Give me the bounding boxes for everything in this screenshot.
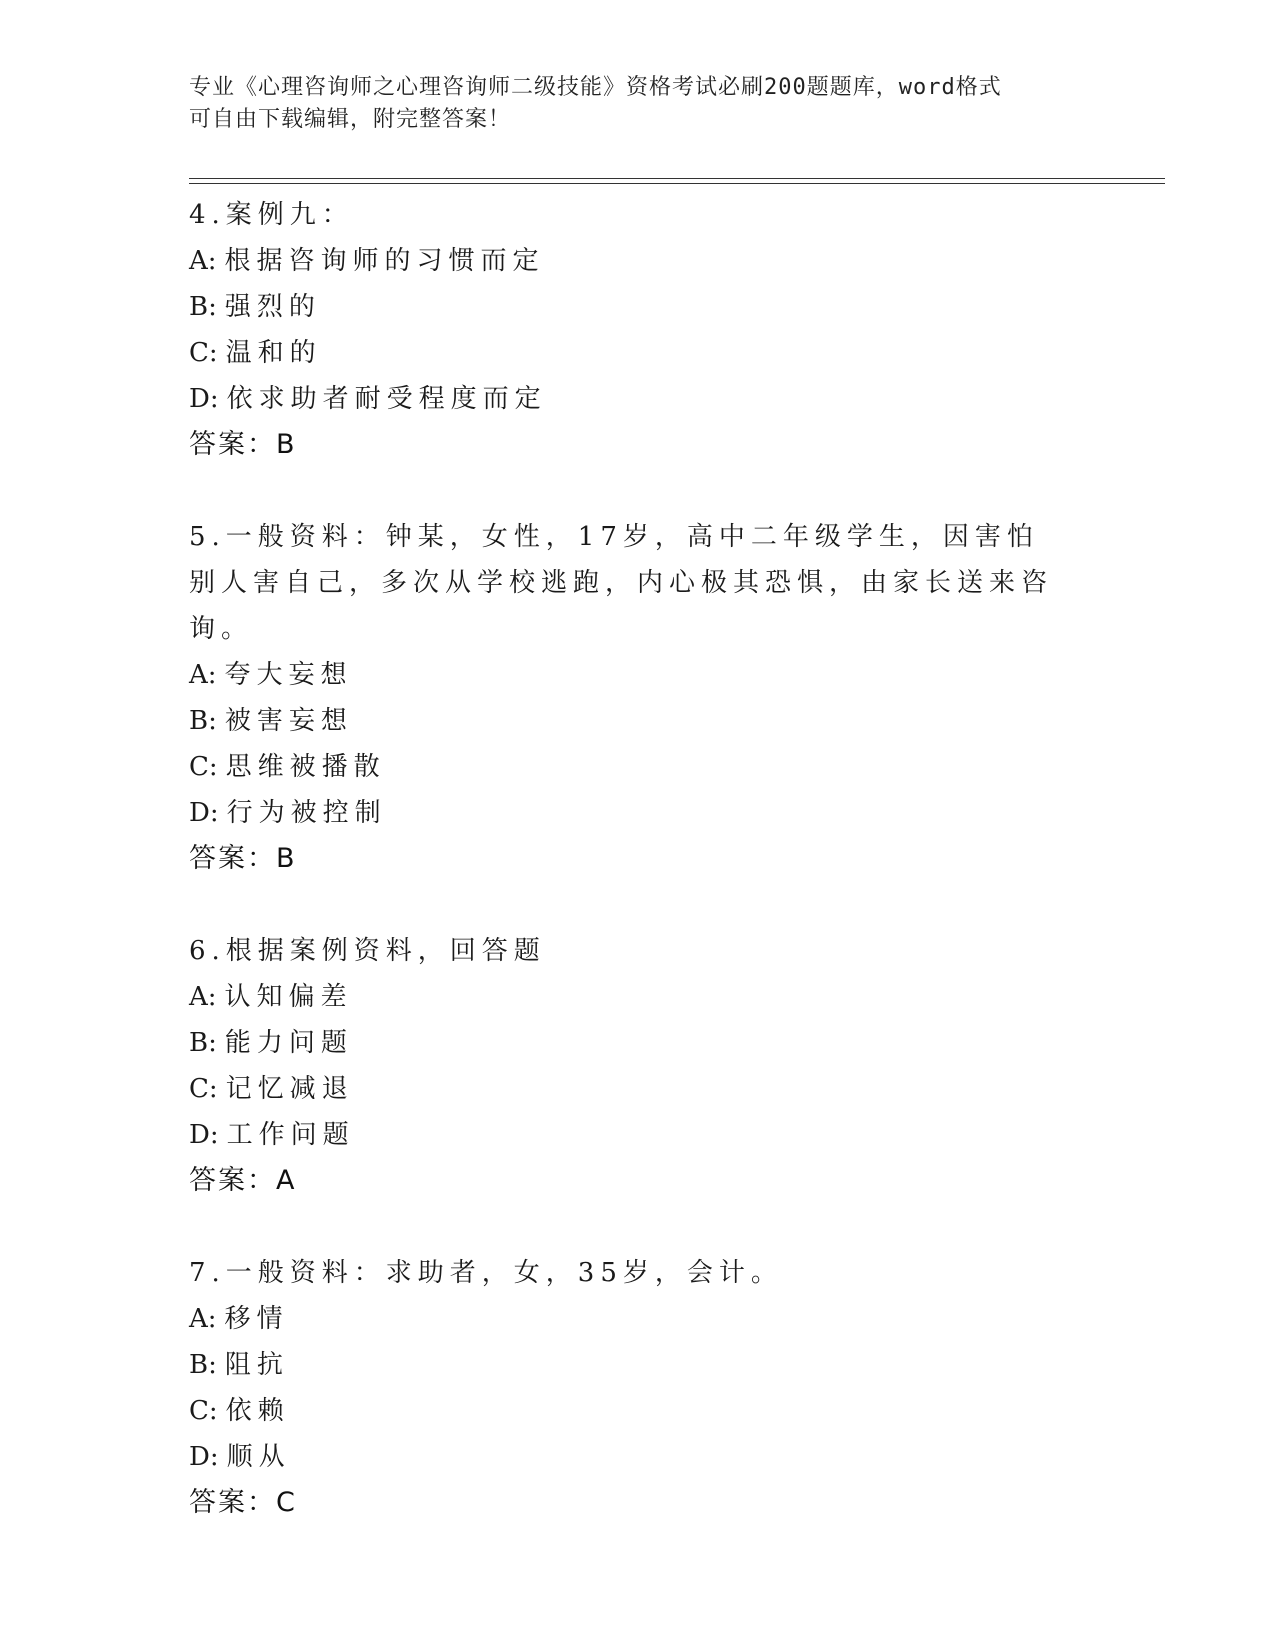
option-letter: C:	[189, 752, 218, 782]
option-text: 强烈的	[224, 292, 321, 322]
header-line-2: 可自由下载编辑，附完整答案！	[189, 107, 512, 132]
option-d	[189, 790, 1149, 836]
answer-line: 答案：C	[189, 1487, 297, 1518]
option-b	[189, 1342, 1149, 1388]
option-a	[189, 652, 1149, 698]
option-a	[189, 1296, 1149, 1342]
question-stem: 6.根据案例资料，回答题	[189, 936, 546, 966]
option-text: 夸大妄想	[224, 660, 353, 690]
option-text: 被害妄想	[224, 706, 353, 736]
option-text: 温和的	[225, 338, 322, 368]
option-a	[189, 238, 1149, 284]
document-header	[189, 72, 1089, 136]
option-letter: A:	[189, 246, 217, 276]
option-letter: B:	[189, 1350, 217, 1380]
option-letter: C:	[189, 1074, 218, 1104]
answer-line: 答案：A	[189, 1165, 297, 1196]
option-c	[189, 744, 1149, 790]
option-d	[189, 376, 1149, 422]
option-c	[189, 330, 1149, 376]
option-d	[189, 1112, 1149, 1158]
header-divider-top	[189, 178, 1165, 179]
option-text: 根据咨询师的习惯而定	[224, 246, 545, 276]
question-item	[189, 192, 1149, 468]
option-letter: D:	[189, 384, 219, 414]
option-text: 思维被播散	[225, 752, 386, 782]
option-text: 移情	[224, 1304, 289, 1334]
answer-line: 答案：B	[189, 429, 297, 460]
option-letter: D:	[189, 1120, 219, 1150]
option-text: 能力问题	[224, 1028, 353, 1058]
question-stem: 4.案例九：	[189, 200, 354, 230]
header-line-1: 专业《心理咨询师之心理咨询师二级技能》资格考试必刷200题题库，word格式	[189, 75, 1002, 100]
option-c	[189, 1066, 1149, 1112]
option-text: 顺从	[226, 1442, 291, 1472]
option-text: 认知偏差	[224, 982, 353, 1012]
option-letter: D:	[189, 798, 219, 828]
option-b	[189, 1020, 1149, 1066]
option-c	[189, 1388, 1149, 1434]
option-text: 依求助者耐受程度而定	[226, 384, 547, 414]
answer-line: 答案：B	[189, 843, 297, 874]
option-letter: C:	[189, 338, 218, 368]
option-letter: B:	[189, 1028, 217, 1058]
question-item	[189, 1250, 1149, 1526]
option-text: 行为被控制	[226, 798, 387, 828]
option-letter: B:	[189, 706, 217, 736]
question-item	[189, 514, 1149, 882]
option-a	[189, 974, 1149, 1020]
option-text: 依赖	[225, 1396, 290, 1426]
question-list	[189, 192, 1149, 1572]
question-stem: 5.一般资料：钟某，女性，17岁，高中二年级学生，因害怕别人害自己，多次从学校逃跑，内心极其恐惧，由家长送来咨询。	[189, 522, 1054, 644]
option-b	[189, 284, 1149, 330]
option-d	[189, 1434, 1149, 1480]
question-stem: 7.一般资料：求助者，女，35岁，会计。	[189, 1258, 783, 1288]
option-letter: C:	[189, 1396, 218, 1426]
option-letter: A:	[189, 1304, 217, 1334]
option-b	[189, 698, 1149, 744]
option-letter: D:	[189, 1442, 219, 1472]
option-text: 记忆减退	[225, 1074, 354, 1104]
option-letter: B:	[189, 292, 217, 322]
option-text: 阻抗	[224, 1350, 289, 1380]
question-item	[189, 928, 1149, 1204]
option-letter: A:	[189, 982, 217, 1012]
option-letter: A:	[189, 660, 217, 690]
option-text: 工作问题	[226, 1120, 355, 1150]
header-divider-bottom	[189, 183, 1165, 184]
